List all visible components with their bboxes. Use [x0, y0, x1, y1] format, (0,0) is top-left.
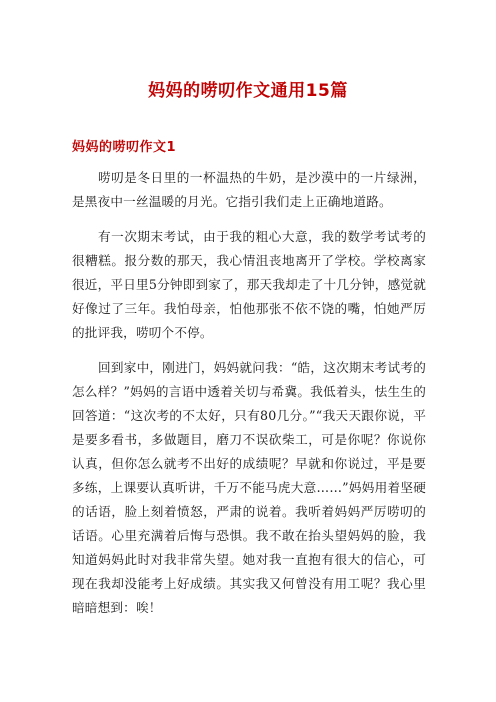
- document-body: [72, 166, 426, 631]
- body-paragraph: 唠叨是冬日里的一杯温热的牛奶，是沙漠中的一片绿洲，是黑夜中一丝温暖的月光。它指引我们走上正确地道路。: [72, 170, 426, 209]
- section-heading: 妈妈的唠叨作文1: [72, 140, 177, 155]
- body-paragraph: 有一次期末考试，由于我的粗心大意，我的数学考试考的很糟糕。报分数的那天，我心情沮丧地离开了学校。学校离家很近，平日里5分钟即到家了，那天我却走了十几分钟，感觉就好像过了三年。我怕母亲，怕他那张不依不饶的嘴，怕她严厉的批评我，唠叨个不停。: [72, 229, 426, 340]
- body-paragraph: 回到家中，刚进门，妈妈就问我：“皓，这次期末考试考的怎么样？”妈妈的言语中透着关切与希冀。我低着头，怯生生的回答道：“这次考的不太好，只有80几分。”“我天天跟你说，平是要多看书，多做题目，磨刀不误砍柴工，可是你呢？你说你认真，但你怎么就考不出好的成绩呢？早就和你说过，平是要多练，上课要认真听讲，千万不能马虎大意……”妈妈用着坚硬的话语，脸上刻着愤怒，严肃的说着。我听着妈妈严厉唠叨的话语。心里充满着后悔与恐惧。我不敢在抬头望妈妈的脸，我知道妈妈此时对我非常失望。她对我一直抱有很大的信心，可现在我却没能考上好成绩。其实我又何曾没有用工呢？我心里暗暗想到：唉！: [72, 360, 426, 615]
- document-title: 妈妈的唠叨作文通用15篇: [148, 81, 348, 101]
